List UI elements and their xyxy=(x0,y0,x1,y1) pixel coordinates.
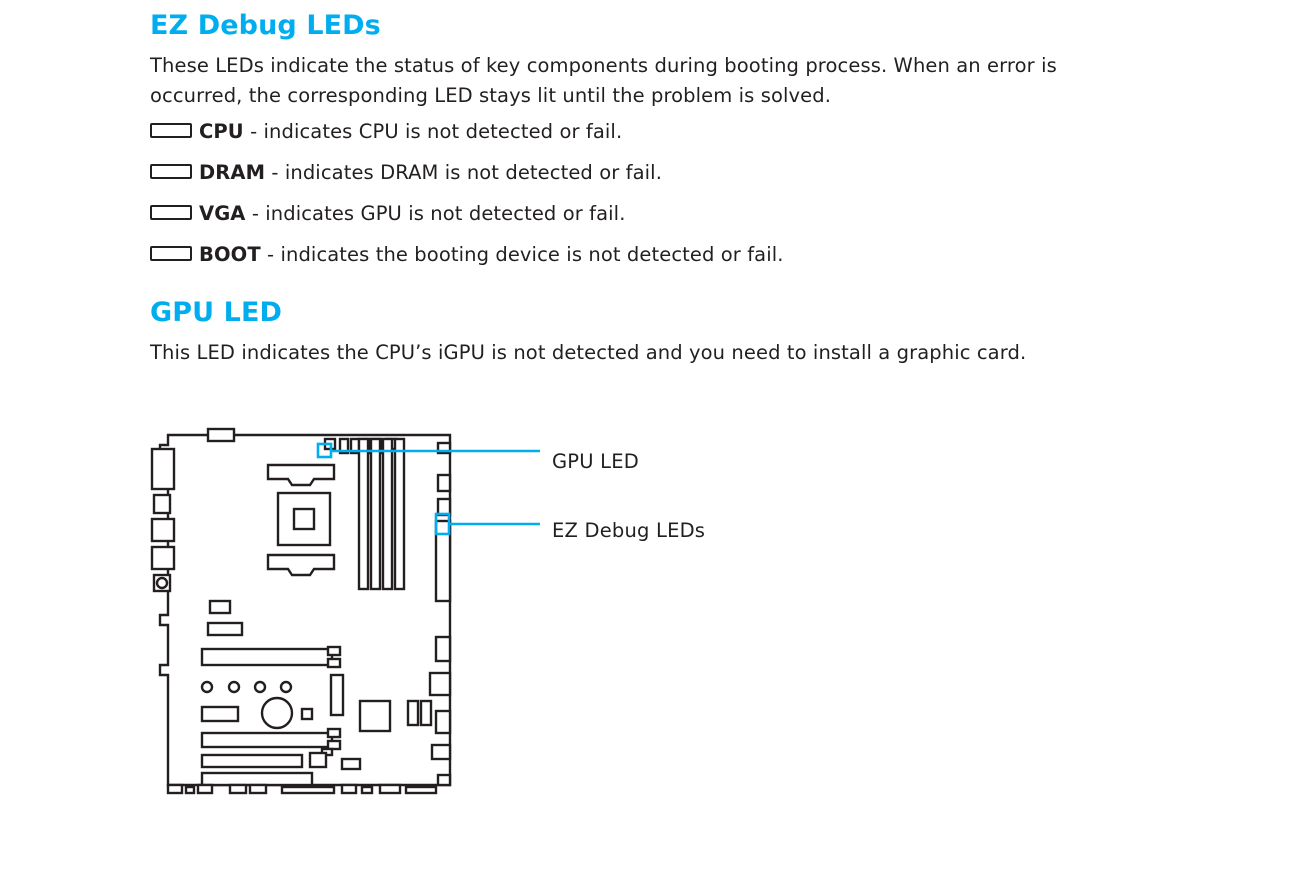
motherboard-diagram-svg xyxy=(150,425,950,815)
led-desc-dram: - indicates DRAM is not detected or fail. xyxy=(271,161,662,184)
document-content xyxy=(150,10,1150,368)
led-indicator-icon xyxy=(150,205,192,220)
led-name-boot: BOOT xyxy=(199,243,261,266)
gpu-led-intro-text: This LED indicates the CPU’s iGPU is not detected and you need to install a graphic card. xyxy=(150,341,1027,364)
led-indicator-icon xyxy=(150,123,192,138)
list-item xyxy=(150,193,1150,234)
led-indicator-icon xyxy=(150,246,192,261)
ez-debug-leds-intro-text: These LEDs indicate the status of key components during booting process. When an error is occurred, the corresponding LED stays lit until the problem is solved. xyxy=(150,54,1057,107)
led-desc-vga: - indicates GPU is not detected or fail. xyxy=(251,202,626,225)
led-name-vga: VGA xyxy=(199,202,246,225)
callout-label-ez-debug-leds: EZ Debug LEDs xyxy=(552,519,706,542)
section-title-ez-debug-leds: EZ Debug LEDs xyxy=(150,10,381,41)
led-definition-list xyxy=(150,111,1150,275)
list-item xyxy=(150,152,1150,193)
list-item xyxy=(150,111,1150,152)
led-indicator-icon xyxy=(150,164,192,179)
led-desc-cpu: - indicates CPU is not detected or fail. xyxy=(250,120,623,143)
led-desc-boot: - indicates the booting device is not detected or fail. xyxy=(267,243,784,266)
callout-label-gpu-led: GPU LED xyxy=(552,450,639,473)
led-name-dram: DRAM xyxy=(199,161,266,184)
section-title-gpu-led: GPU LED xyxy=(150,297,283,328)
list-item xyxy=(150,234,1150,275)
led-name-cpu: CPU xyxy=(199,120,244,143)
motherboard-figure xyxy=(150,425,950,815)
